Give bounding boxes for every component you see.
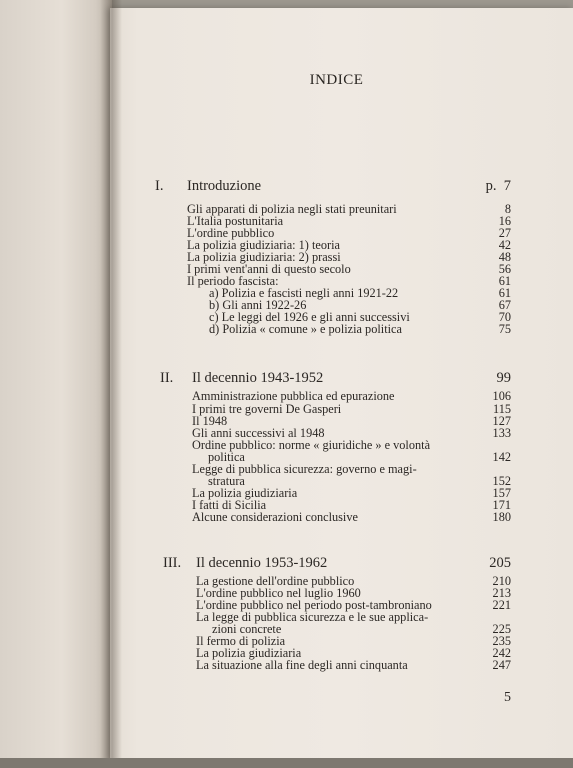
toc-entry-title: I fatti di Sicilia	[192, 498, 267, 512]
toc-entry-title: La legge di pubblica sicurezza e le sue applica-	[196, 610, 429, 624]
toc-entry-title: b) Gli anni 1922-26	[209, 298, 307, 312]
toc-entry-title: c) Le leggi del 1926 e gli anni successivi	[209, 310, 410, 324]
toc-entry-page: 247	[492, 658, 511, 672]
toc-entry-title: Amministrazione pubblica ed epurazione	[192, 389, 395, 403]
chapter-page: 99	[496, 370, 511, 386]
toc-entry-page: 70	[498, 310, 511, 324]
toc-entry-page: 152	[492, 474, 511, 488]
toc-entry-page: 56	[498, 262, 511, 276]
toc-entry-title: L'ordine pubblico nel luglio 1960	[196, 586, 361, 600]
chapter-page: 205	[489, 555, 511, 571]
toc-entry-page: 242	[492, 646, 511, 660]
chapter-title: Il decennio 1953-1962	[196, 555, 328, 571]
toc-entry-title: La polizia giudiziaria: 1) teoria	[187, 238, 340, 252]
toc-entry-title: Ordine pubblico: norme « giuridiche » e volontà	[192, 438, 431, 452]
toc-entry-page: 180	[492, 510, 511, 524]
toc-entry-title: Il fermo di polizia	[196, 634, 286, 648]
toc-entry-page: 106	[492, 389, 511, 403]
toc-entry-page: 213	[492, 586, 511, 600]
toc-entry-page: 61	[498, 286, 511, 300]
toc-entry-title: Il 1948	[192, 414, 228, 428]
toc-entry-page: 75	[498, 322, 511, 336]
toc-entry-page: 27	[498, 226, 511, 240]
toc-entry-title: Gli apparati di polizia negli stati preunitari	[187, 202, 397, 216]
chapter-number: III.	[163, 555, 182, 571]
page-title: INDICE	[309, 72, 364, 88]
toc-entry-title: La polizia giudiziaria	[196, 646, 302, 660]
toc-entry-title: a) Polizia e fascisti negli anni 1921-22	[209, 286, 399, 300]
toc-entry-page: 142	[492, 450, 511, 464]
toc-entry-page: 221	[492, 598, 511, 612]
toc-entry-page: 61	[498, 274, 511, 288]
toc-entry-title: d) Polizia « comune » e polizia politica	[209, 322, 402, 336]
toc-entry-page: 48	[498, 250, 511, 264]
toc-entry-page: 225	[492, 622, 511, 636]
chapter-number: I.	[155, 178, 164, 194]
toc-entry-page: 42	[498, 238, 511, 252]
toc-entry-page: 16	[498, 214, 511, 228]
toc-entry-title: I primi tre governi De Gasperi	[192, 402, 342, 416]
toc-entry-title: zioni concrete	[212, 622, 282, 636]
toc-entry-page: 171	[492, 498, 511, 512]
toc-entry-title: Alcune considerazioni conclusive	[192, 510, 358, 524]
toc-entry-title: Legge di pubblica sicurezza: governo e magi-	[192, 462, 417, 476]
toc-entry-title: L'ordine pubblico nel periodo post-tambroniano	[196, 598, 432, 612]
toc-entry-page: 67	[498, 298, 511, 312]
toc-entry-title: stratura	[208, 474, 245, 488]
toc-entry-title: Gli anni successivi al 1948	[192, 426, 325, 440]
toc-entry-page: 8	[504, 202, 511, 216]
toc-entry-page: 210	[492, 574, 511, 588]
toc-entry-page: 115	[493, 402, 511, 416]
toc-entry-page: 235	[492, 634, 511, 648]
chapter-title: Il decennio 1943-1952	[192, 370, 324, 386]
toc-entry-page: 127	[492, 414, 511, 428]
toc-entry-title: I primi vent'anni di questo secolo	[187, 262, 351, 276]
toc-entry-title: L'Italia postunitaria	[187, 214, 284, 228]
toc-entry-title: L'ordine pubblico	[187, 226, 275, 240]
toc-entry-page: 157	[492, 486, 511, 500]
toc-entry-page: 133	[492, 426, 511, 440]
toc-entry-title: La gestione dell'ordine pubblico	[196, 574, 355, 588]
chapter-page: p. 7	[485, 178, 511, 194]
toc-entry-title: Il periodo fascista:	[187, 274, 279, 288]
toc-entry-title: La polizia giudiziaria	[192, 486, 298, 500]
toc-entry-title: politica	[208, 450, 245, 464]
chapter-title: Introduzione	[187, 178, 262, 194]
chapter-number: II.	[160, 370, 174, 386]
toc-entry-title: La situazione alla fine degli anni cinquanta	[196, 658, 408, 672]
page-number: 5	[504, 690, 511, 705]
toc-entry-title: La polizia giudiziaria: 2) prassi	[187, 250, 341, 264]
